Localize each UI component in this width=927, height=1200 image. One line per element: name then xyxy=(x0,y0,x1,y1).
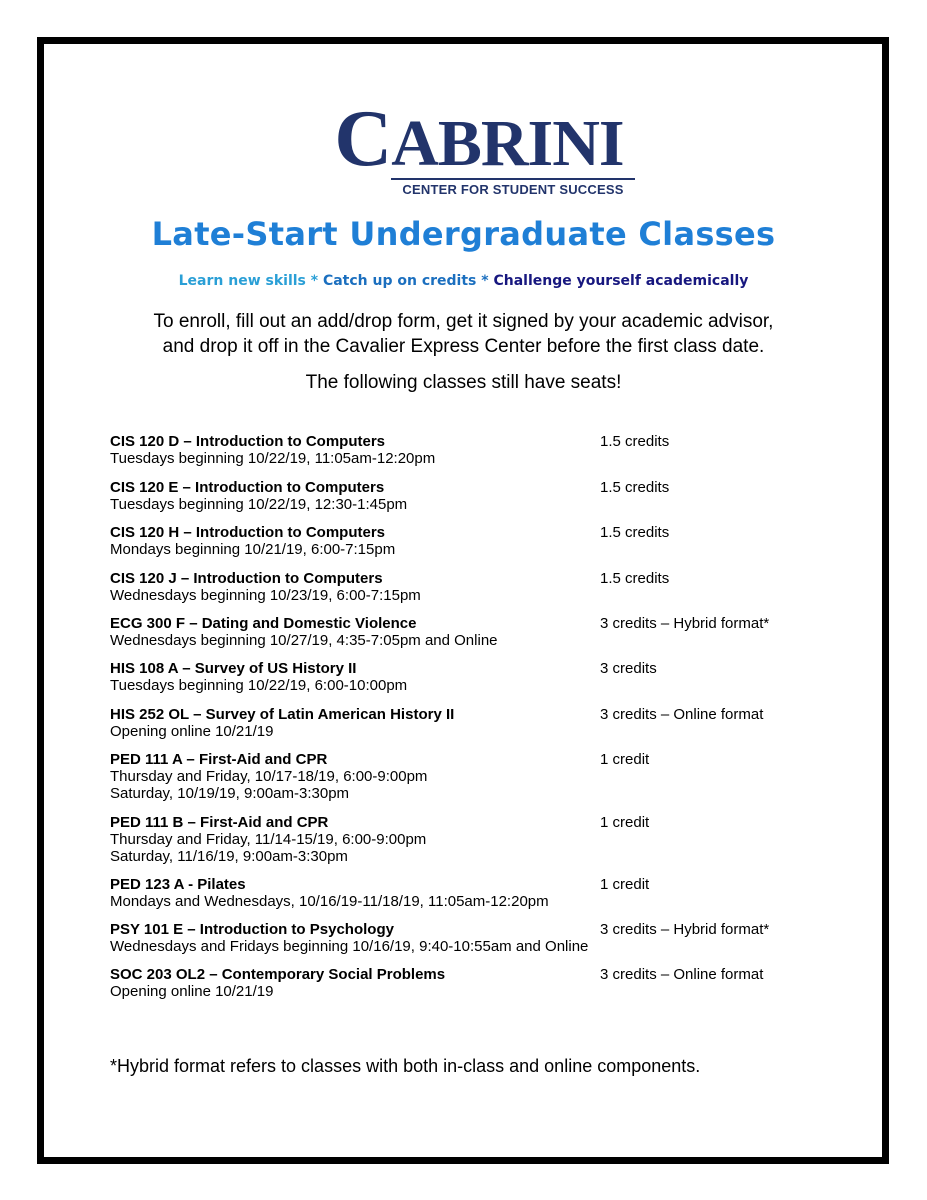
course-credits: 1.5 credits xyxy=(600,524,670,541)
course-credits: 1 credit xyxy=(600,876,650,893)
course-schedule: Mondays beginning 10/21/19, 6:00-7:15pm xyxy=(110,541,396,558)
logo-subtitle: CENTER FOR STUDENT SUCCESS xyxy=(402,182,624,197)
course-schedule: Saturday, 10/19/19, 9:00am-3:30pm xyxy=(110,785,350,802)
course-schedule: Thursday and Friday, 10/17-18/19, 6:00-9:00pm xyxy=(110,768,428,785)
course-item xyxy=(110,921,830,955)
tagline xyxy=(0,273,927,289)
logo-wordmark: CABRINI xyxy=(334,95,624,183)
course-schedule: Tuesdays beginning 10/22/19, 6:00-10:00pm xyxy=(110,677,408,694)
course-credits: 1 credit xyxy=(600,751,650,768)
course-schedule: Thursday and Friday, 11/14-15/19, 6:00-9:00pm xyxy=(110,831,427,848)
course-credits: 3 credits – Hybrid format* xyxy=(600,921,770,938)
course-item xyxy=(110,751,830,802)
course-credits: 3 credits – Online format xyxy=(600,966,764,983)
course-schedule: Wednesdays and Fridays beginning 10/16/19, 9:40-10:55am and Online xyxy=(110,938,589,955)
course-credits: 3 credits – Hybrid format* xyxy=(600,615,770,632)
course-item xyxy=(110,814,830,865)
seats-note: The following classes still have seats! xyxy=(305,372,622,393)
course-name: ECG 300 F – Dating and Domestic Violence xyxy=(110,615,417,632)
hybrid-footnote: *Hybrid format refers to classes with both in-class and online components. xyxy=(110,1056,701,1076)
tagline-part-3: Challenge yourself academically xyxy=(493,273,749,289)
course-credits: 1.5 credits xyxy=(600,570,670,587)
course-name: CIS 120 J – Introduction to Computers xyxy=(110,570,383,587)
course-schedule: Mondays and Wednesdays, 10/16/19-11/18/19, 11:05am-12:20pm xyxy=(110,893,549,910)
cabrini-logo xyxy=(323,95,635,197)
course-credits: 3 credits xyxy=(600,660,657,677)
course-name: CIS 120 E – Introduction to Computers xyxy=(110,479,385,496)
course-item xyxy=(110,615,830,649)
course-schedule: Opening online 10/21/19 xyxy=(110,983,274,1000)
course-item xyxy=(110,876,830,910)
intro-line-1: To enroll, fill out an add/drop form, get it signed by your academic advisor, xyxy=(153,311,774,332)
course-schedule: Opening online 10/21/19 xyxy=(110,723,274,740)
tagline-part-1: Learn new skills * xyxy=(178,273,323,289)
course-credits: 1 credit xyxy=(600,814,650,831)
course-item xyxy=(110,433,830,467)
course-name: CIS 120 D – Introduction to Computers xyxy=(110,433,386,450)
course-name: HIS 252 OL – Survey of Latin American History II xyxy=(110,706,455,723)
course-credits: 3 credits – Online format xyxy=(600,706,764,723)
course-item xyxy=(110,706,830,740)
course-item xyxy=(110,570,830,604)
course-item xyxy=(110,966,830,1000)
enroll-instructions xyxy=(0,309,927,359)
tagline-part-2: Catch up on credits * xyxy=(322,273,494,289)
course-name: SOC 203 OL2 – Contemporary Social Problems xyxy=(110,966,446,983)
intro-line-2: and drop it off in the Cavalier Express Center before the first class date. xyxy=(162,336,765,357)
course-name: HIS 108 A – Survey of US History II xyxy=(110,660,357,677)
course-schedule: Wednesdays beginning 10/23/19, 6:00-7:15pm xyxy=(110,587,421,604)
course-schedule: Saturday, 11/16/19, 9:00am-3:30pm xyxy=(110,848,348,865)
course-credits: 1.5 credits xyxy=(600,433,670,450)
course-name: PED 111 B – First-Aid and CPR xyxy=(110,814,329,831)
course-name: PSY 101 E – Introduction to Psychology xyxy=(110,921,394,938)
course-name: PED 123 A - Pilates xyxy=(110,876,246,893)
course-credits: 1.5 credits xyxy=(600,479,670,496)
course-item xyxy=(110,479,830,513)
course-schedule: Tuesdays beginning 10/22/19, 12:30-1:45pm xyxy=(110,496,408,513)
course-schedule: Tuesdays beginning 10/22/19, 11:05am-12:20pm xyxy=(110,450,436,467)
course-name: CIS 120 H – Introduction to Computers xyxy=(110,524,386,541)
course-item xyxy=(110,524,830,558)
course-name: PED 111 A – First-Aid and CPR xyxy=(110,751,328,768)
page-title: Late-Start Undergraduate Classes xyxy=(151,215,776,253)
course-schedule: Wednesdays beginning 10/27/19, 4:35-7:05pm and Online xyxy=(110,632,498,649)
course-item xyxy=(110,660,830,694)
